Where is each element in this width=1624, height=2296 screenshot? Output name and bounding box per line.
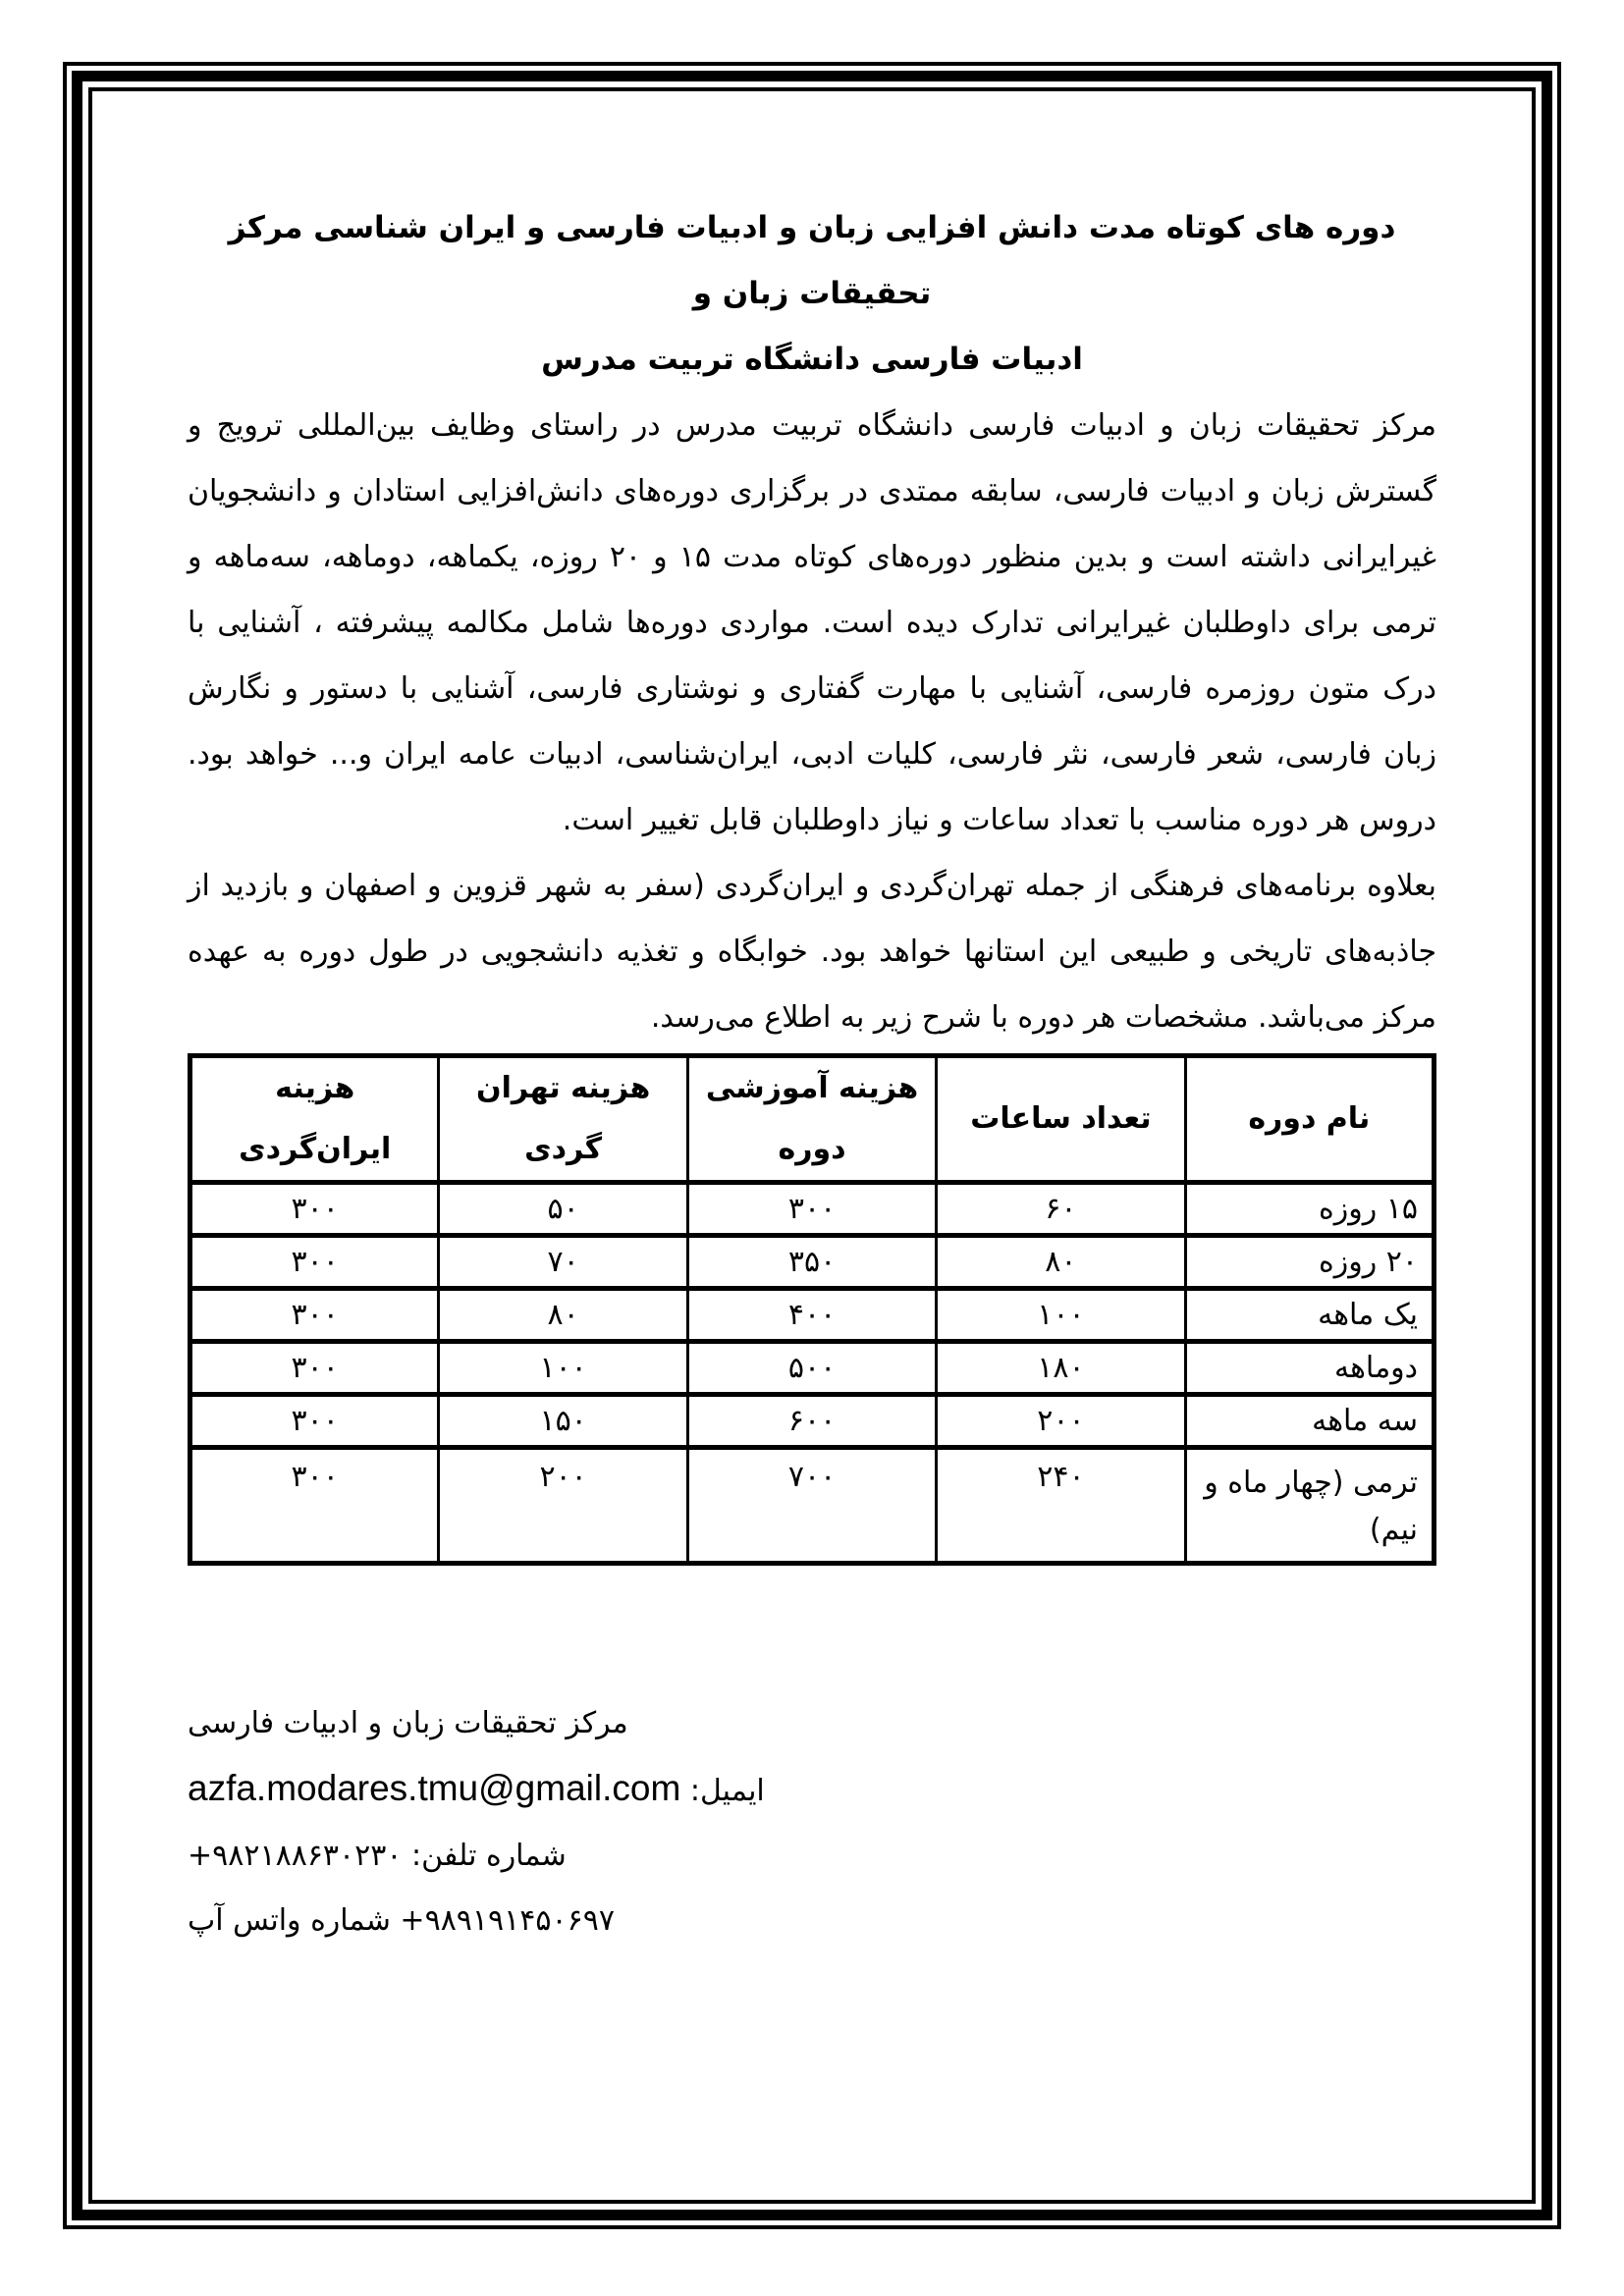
table-row <box>190 1183 1435 1236</box>
tuition-cost-cell: ۳۵۰ <box>687 1236 936 1289</box>
course-name-cell: ترمی (چهار ماه و نیم) <box>1185 1448 1434 1564</box>
iran-tour-cost-cell: ۳۰۰ <box>190 1183 439 1236</box>
email-label: ایمیل: <box>689 1774 765 1808</box>
phone-line: شماره تلفن: ۹۸۲۱۸۸۶۳۰۲۳۰+ <box>188 1839 567 1873</box>
course-name-cell: یک ماهه <box>1185 1289 1434 1342</box>
contact-block <box>188 1691 1436 1953</box>
iran-tour-cost-cell: ۳۰۰ <box>190 1342 439 1395</box>
hours-cell: ۲۰۰ <box>937 1395 1185 1448</box>
col-header-course-name: نام دوره <box>1185 1056 1434 1183</box>
col-header-hours: تعداد ساعات <box>937 1056 1185 1183</box>
programs-paragraph: بعلاوه برنامه‌های فرهنگی از جمله تهران‌گردی و ایران‌گردی (سفر به شهر قزوین و اصفهان و بازدید از جاذبه‌های تاریخی و طبیعی این استانها خواهد بود. خوابگاه و تغذیه دانشجویی در طول دوره به عهده مرکز می‌باشد. مشخصات هر دوره با شرح زیر به اطلاع می‌رسد. <box>188 869 1436 1035</box>
col-header-iran-tour-cost: هزینه ایران‌گردی <box>190 1056 439 1183</box>
page-border-frame <box>63 62 1561 2229</box>
intro-paragraph: مرکز تحقیقات زبان و ادبیات فارسی دانشگاه تربیت مدرس در راستای وظایف بین‌المللی ترویج و گسترش زبان و ادبیات فارسی، سابقه ممتدی در برگزاری دوره‌های دانش‌افزایی استادان و دانشجویان غیرایرانی داشته است و بدین منظور دوره‌های کوتاه مدت ۱۵ و ۲۰ روزه، یکماهه، دوماهه، سه‌ماهه و ترمی برای داوطلبان غیرایرانی تدارک دیده است. مواردی دوره‌ها شامل مکالمه پیشرفته ، آشنایی با درک متون روزمره فارسی، آشنایی با مهارت گفتاری و نوشتاری فارسی، آشنایی با دستور و نگارش زبان فارسی، شعر فارسی، نثر فارسی، کلیات ادبی، ایران‌شناسی، ادبیات عامه ایران و... خواهد بود. دروس هر دوره مناسب با تعداد ساعات و نیاز داوطلبان قابل تغییر است. <box>188 408 1436 837</box>
tuition-cost-cell: ۷۰۰ <box>687 1448 936 1564</box>
tehran-tour-cost-cell: ۱۰۰ <box>439 1342 687 1395</box>
table-header <box>190 1056 1435 1183</box>
title-line-2: ادبیات فارسی دانشگاه تربیت مدرس <box>541 342 1083 377</box>
course-name-cell: ۲۰ روزه <box>1185 1236 1434 1289</box>
org-name: مرکز تحقیقات زبان و ادبیات فارسی <box>188 1706 628 1740</box>
tehran-tour-cost-cell: ۸۰ <box>439 1289 687 1342</box>
whatsapp-line: ۹۸۹۱۹۱۴۵۰۶۹۷+ شماره واتس آپ <box>188 1903 615 1938</box>
course-name-cell: دوماهه <box>1185 1342 1434 1395</box>
page-border-frame-inner <box>88 87 1536 2204</box>
table-row <box>190 1342 1435 1395</box>
page-border-frame-mid <box>72 71 1552 2220</box>
table-header-row <box>190 1056 1435 1183</box>
tehran-tour-cost-cell: ۷۰ <box>439 1236 687 1289</box>
tuition-cost-cell: ۴۰۰ <box>687 1289 936 1342</box>
hours-cell: ۶۰ <box>937 1183 1185 1236</box>
hours-cell: ۱۸۰ <box>937 1342 1185 1395</box>
iran-tour-cost-cell: ۳۰۰ <box>190 1236 439 1289</box>
col-header-tehran-tour-cost: هزینه تهران گردی <box>439 1056 687 1183</box>
tehran-tour-cost-cell: ۲۰۰ <box>439 1448 687 1564</box>
tuition-cost-cell: ۵۰۰ <box>687 1342 936 1395</box>
email-address: azfa.modares.tmu@gmail.com <box>188 1768 681 1808</box>
tuition-cost-cell: ۶۰۰ <box>687 1395 936 1448</box>
table-row <box>190 1289 1435 1342</box>
document-content <box>92 91 1532 1953</box>
iran-tour-cost-cell: ۳۰۰ <box>190 1289 439 1342</box>
tuition-cost-cell: ۳۰۰ <box>687 1183 936 1236</box>
hours-cell: ۸۰ <box>937 1236 1185 1289</box>
tehran-tour-cost-cell: ۱۵۰ <box>439 1395 687 1448</box>
tehran-tour-cost-cell: ۵۰ <box>439 1183 687 1236</box>
iran-tour-cost-cell: ۳۰۰ <box>190 1448 439 1564</box>
col-header-tuition-cost: هزینه آموزشی دوره <box>687 1056 936 1183</box>
title-line-1: دوره های کوتاه مدت دانش افزایی زبان و ادبیات فارسی و ایران شناسی مرکز تحقیقات زبان و <box>228 210 1396 311</box>
course-name-cell: سه ماهه <box>1185 1395 1434 1448</box>
email-line <box>188 1756 1436 1824</box>
hours-cell: ۱۰۰ <box>937 1289 1185 1342</box>
hours-cell: ۲۴۰ <box>937 1448 1185 1564</box>
table-row <box>190 1395 1435 1448</box>
course-fees-table <box>188 1053 1436 1566</box>
table-row <box>190 1448 1435 1564</box>
iran-tour-cost-cell: ۳۰۰ <box>190 1395 439 1448</box>
document-title <box>188 195 1436 393</box>
table-row <box>190 1236 1435 1289</box>
course-name-cell: ۱۵ روزه <box>1185 1183 1434 1236</box>
